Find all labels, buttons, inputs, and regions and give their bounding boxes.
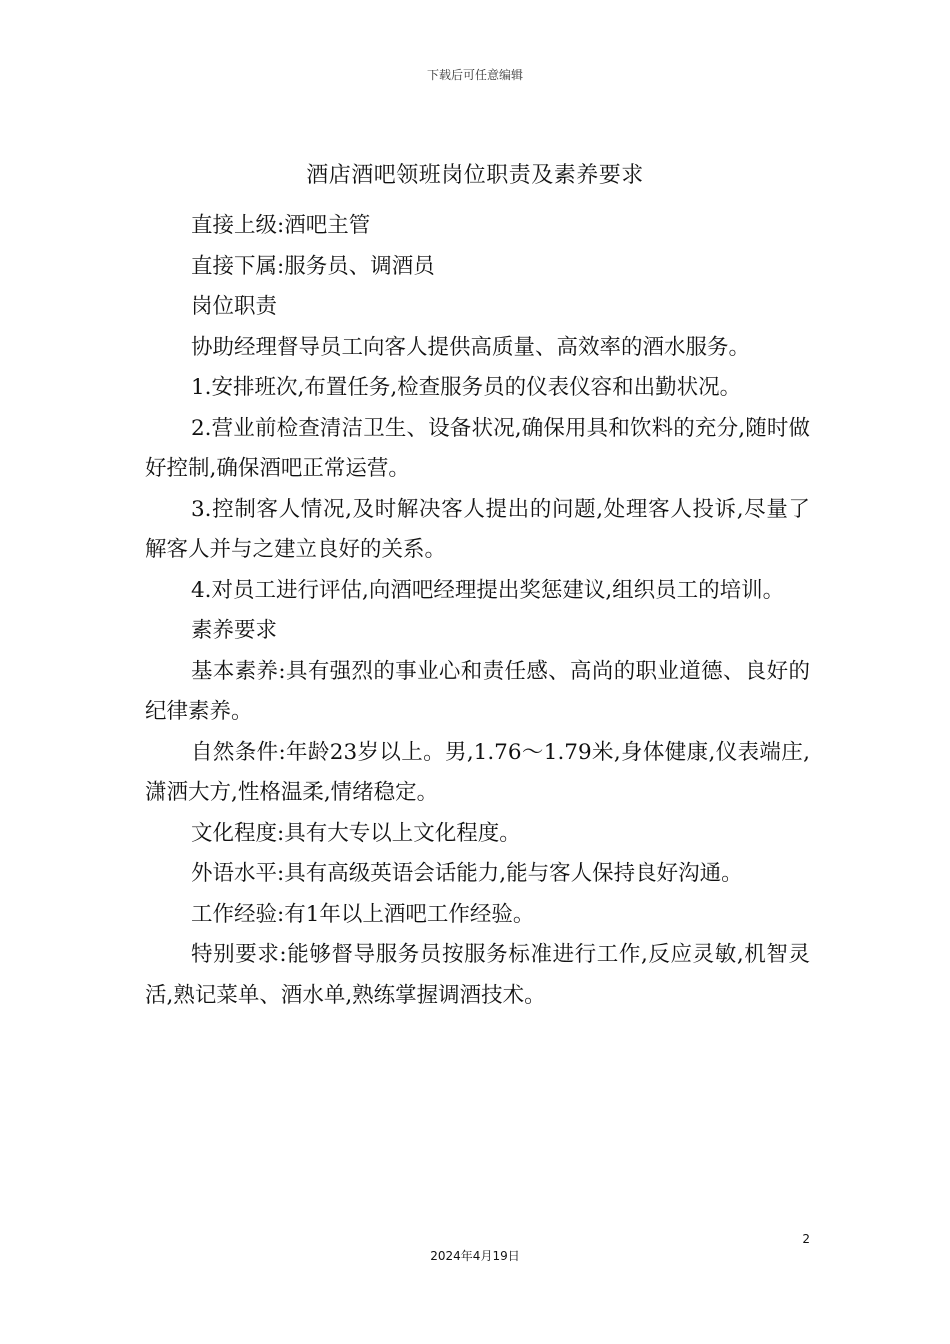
document-title: 酒店酒吧领班岗位职责及素养要求 [306,163,644,188]
paragraph-duty-3: 3.控制客人情况,及时解决客人提出的问题,处理客人投诉,尽量了解客人并与之建立良好的关系。 [145,496,810,562]
paragraph-duties-intro: 协助经理督导员工向客人提供高质量、高效率的酒水服务。 [191,334,751,360]
paragraph-direct-superior: 直接上级:酒吧主管 [191,213,371,238]
footer-date: 2024年4月19日 [430,1249,520,1263]
page-number: 2 [802,1232,810,1246]
paragraph-education: 文化程度:具有大专以上文化程度。 [191,820,521,846]
header-note: 下载后可任意编辑 [426,68,523,82]
paragraph-basic-qualities: 基本素养:具有强烈的事业心和责任感、高尚的职业道德、良好的纪律素养。 [145,658,810,724]
paragraph-special-requirements: 特别要求:能够督导服务员按服务标准进行工作,反应灵敏,机智灵活,熟记菜单、酒水单,熟练掌握调酒技术。 [145,942,810,1008]
paragraph-foreign-language: 外语水平:具有高级英语会话能力,能与客人保持良好沟通。 [191,861,743,886]
paragraph-duty-4: 4.对员工进行评估,向酒吧经理提出奖惩建议,组织员工的培训。 [191,577,785,603]
paragraph-work-experience: 工作经验:有1年以上酒吧工作经验。 [191,901,535,927]
section-heading-requirements: 素养要求 [191,618,278,643]
paragraph-natural-conditions: 自然条件:年龄23岁以上。男,1.76～1.79米,身体健康,仪表端庄,潇洒大方,性格温柔,情绪稳定。 [145,739,810,805]
section-heading-duties: 岗位职责 [191,294,278,319]
paragraph-duty-1: 1.安排班次,布置任务,检查服务员的仪表仪容和出勤状况。 [191,375,742,400]
document-body [145,206,810,1016]
paragraph-duty-2: 2.营业前检查清洁卫生、设备状况,确保用具和饮料的充分,随时做好控制,确保酒吧正常运营。 [145,415,810,481]
paragraph-direct-subordinates: 直接下属:服务员、调酒员 [191,253,435,279]
